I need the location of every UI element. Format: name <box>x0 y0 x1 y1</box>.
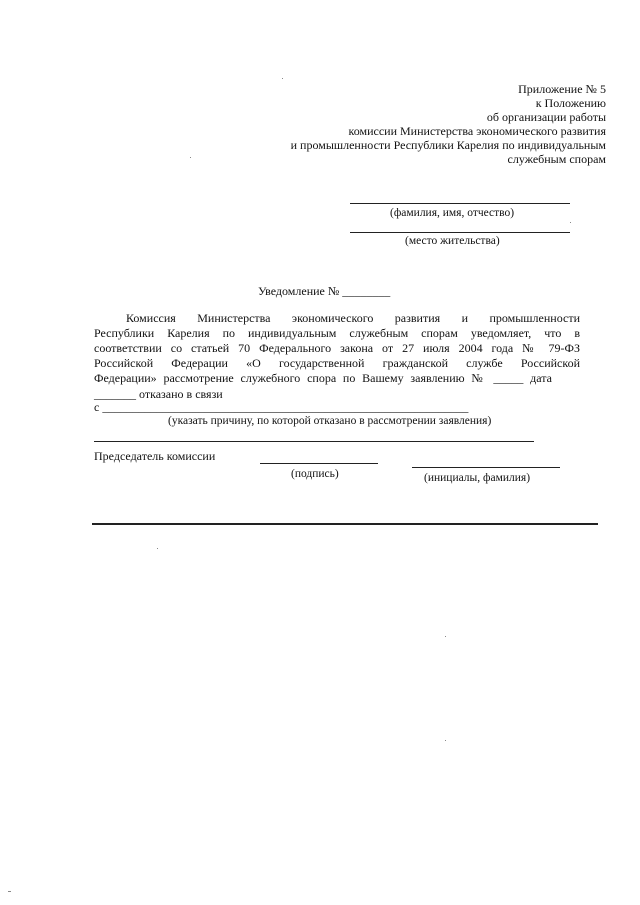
signature-caption: (подпись) <box>291 468 339 480</box>
residence-caption: (место жительства) <box>405 235 500 247</box>
body-line-3: соответствии со статьей 70 Федерального закона от 27 июля 2004 года № 79-ФЗ <box>94 341 580 355</box>
scan-speck <box>282 78 283 79</box>
body-line-7: с _____________________________________________________________ <box>94 400 469 414</box>
scan-speck <box>445 636 446 637</box>
scan-speck <box>570 222 571 223</box>
name-caption: (фамилия, имя, отчество) <box>390 207 515 219</box>
notice-body <box>94 311 580 386</box>
body-line-6: _______ отказано в связи <box>94 387 223 401</box>
chairman-label: Председатель комиссии <box>94 449 216 463</box>
scan-speck <box>190 157 191 158</box>
body-line-2: Республики Карелия по индивидуальным служебным спорам уведомляет, что в <box>94 326 580 340</box>
body-line-1: Комиссия Министерства экономического развития и промышленности <box>126 311 580 325</box>
appendix-disputes: служебным спорам <box>507 152 606 166</box>
scan-speck <box>157 548 158 549</box>
body-line-4: Российской Федерации «О государственной гражданской службе Российской <box>94 356 580 370</box>
appendix-commission: комиссии Министерства экономического развития <box>348 124 606 138</box>
initials-caption: (инициалы, фамилия) <box>424 472 531 484</box>
scan-speck <box>8 891 11 892</box>
appendix-number: Приложение № 5 <box>518 82 606 96</box>
name-line <box>350 203 570 204</box>
reason-line <box>94 441 534 442</box>
body-line-5: Федерации» рассмотрение служебного спора по Вашему заявлению № _____ дата <box>94 371 552 385</box>
scan-speck <box>445 740 446 741</box>
initials-line <box>412 467 560 468</box>
signature-line <box>260 463 378 464</box>
appendix-commission-cont: и промышленности Республики Карелия по индивидуальным <box>290 138 606 152</box>
bottom-rule <box>92 523 598 525</box>
reason-caption: (указать причину, по которой отказано в рассмотрении заявления) <box>168 415 492 427</box>
appendix-subject: об организации работы <box>486 110 606 124</box>
residence-line <box>350 232 570 233</box>
notice-title: Уведомление № ________ <box>258 284 391 298</box>
appendix-reference: к Положению <box>535 96 606 110</box>
